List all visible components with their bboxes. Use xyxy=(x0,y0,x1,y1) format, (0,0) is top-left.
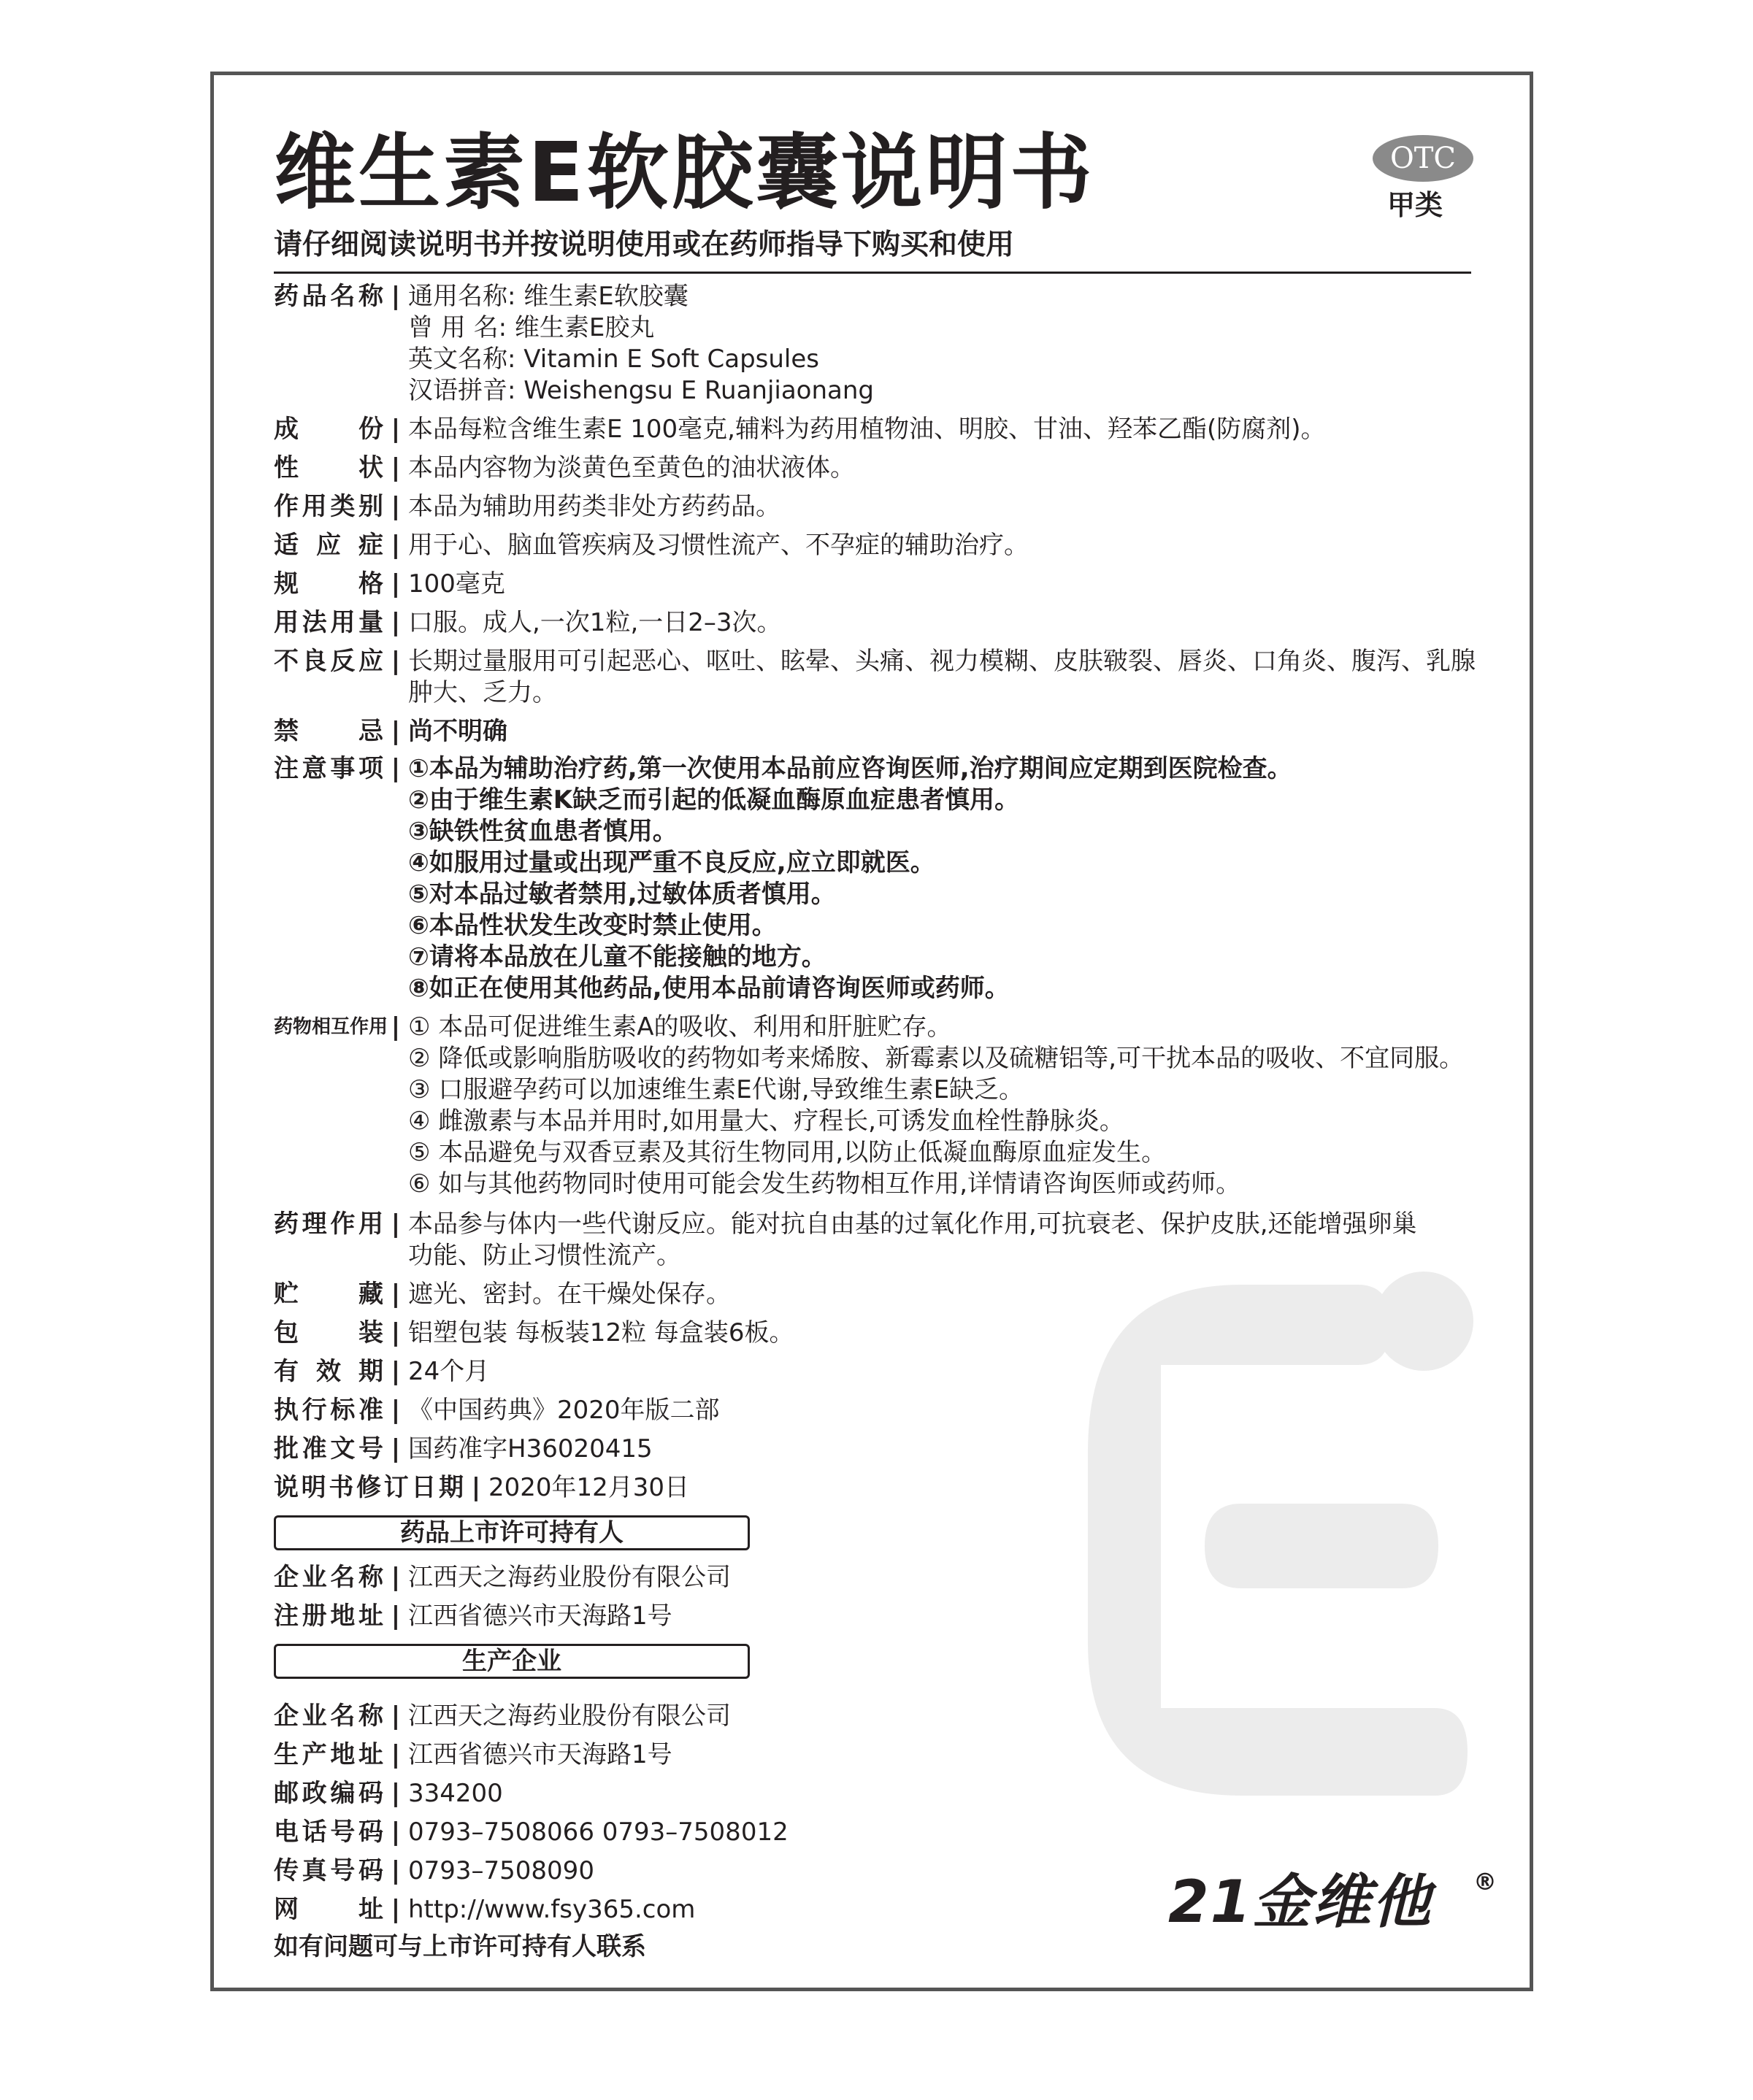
row-separator: | xyxy=(391,1280,401,1309)
row-label: 网址 xyxy=(274,1895,383,1924)
row-separator: | xyxy=(391,1779,401,1808)
row-phone xyxy=(274,1817,1508,1848)
row-separator: | xyxy=(391,1434,401,1464)
row-separator: | xyxy=(391,1895,401,1924)
interaction-item: ③ 口服避孕药可以加速维生素E代谢,导致维生素E缺乏。 xyxy=(408,1075,1024,1104)
row-value: 本品内容物为淡黄色至黄色的油状液体。 xyxy=(408,453,855,482)
row-dosage xyxy=(274,607,1508,639)
row-separator: | xyxy=(391,647,401,676)
row-separator: | xyxy=(391,1012,401,1042)
row-value: 本品参与体内一些代谢反应。能对抗自由基的过氧化作用,可抗衰老、保护皮肤,还能增强卵巢 xyxy=(408,1209,1417,1239)
row-label: 企业名称 xyxy=(274,1563,383,1592)
row-value: 江西省德兴市天海路1号 xyxy=(408,1740,672,1769)
row-value: 长期过量服用可引起恶心、呕吐、眩晕、头痛、视力模糊、皮肤皲裂、唇炎、口角炎、腹泻、乳腺 xyxy=(408,647,1476,676)
row-label: 成份 xyxy=(274,415,383,444)
row-label: 邮政编码 xyxy=(274,1779,383,1808)
row-value: 肿大、乏力。 xyxy=(408,678,557,707)
row-separator: | xyxy=(471,1473,481,1502)
row-value: 功能、防止习惯性流产。 xyxy=(408,1241,681,1270)
row-specification xyxy=(274,569,1508,600)
row-label: 包装 xyxy=(274,1318,383,1347)
row-value: 江西省德兴市天海路1号 xyxy=(408,1601,672,1631)
row-value: 江西天之海药业股份有限公司 xyxy=(408,1563,731,1592)
row-label: 注册地址 xyxy=(274,1601,383,1631)
row-revision xyxy=(274,1472,1508,1504)
row-label: 禁忌 xyxy=(274,717,383,746)
row-label: 性状 xyxy=(274,453,383,482)
row-drug-name xyxy=(274,281,1508,407)
row-value: 24个月 xyxy=(408,1357,490,1386)
row-separator: | xyxy=(391,717,401,746)
row-contraindications xyxy=(274,716,1508,747)
row-separator: | xyxy=(391,1740,401,1769)
row-holder-address xyxy=(274,1601,1508,1632)
row-label: 贮藏 xyxy=(274,1280,383,1309)
row-value: 尚不明确 xyxy=(408,717,507,746)
row-label: 生产地址 xyxy=(274,1740,383,1769)
row-separator: | xyxy=(391,1209,401,1239)
precaution-item: ⑥本品性状发生改变时禁止使用。 xyxy=(408,911,777,940)
document-title: 维生素E软胶囊说明书 xyxy=(274,126,1095,220)
row-separator: | xyxy=(391,492,401,521)
row-value: 0793–7508090 xyxy=(408,1856,594,1885)
row-separator: | xyxy=(391,1601,401,1631)
precaution-item: ③缺铁性贫血患者慎用。 xyxy=(408,817,678,846)
row-label: 有效期 xyxy=(274,1357,383,1386)
row-ingredients xyxy=(274,414,1508,445)
precaution-item: ②由于维生素K缺乏而引起的低凝血酶原血症患者慎用。 xyxy=(408,785,1020,815)
row-label: 药物相互作用 xyxy=(274,1016,388,1038)
brand-logo: 21金维他 xyxy=(1168,1868,1432,1936)
row-label: 传真号码 xyxy=(274,1856,383,1885)
row-separator: | xyxy=(391,282,401,311)
row-separator: | xyxy=(391,1318,401,1347)
row-label: 说明书修订日期 xyxy=(274,1473,464,1502)
row-label: 用法用量 xyxy=(274,608,383,637)
row-manufacturer-address xyxy=(274,1739,1508,1771)
contact-note: 如有问题可与上市许可持有人联系 xyxy=(274,1932,646,1961)
row-separator: | xyxy=(391,569,401,599)
row-validity xyxy=(274,1356,1508,1388)
interaction-item: ⑥ 如与其他药物同时使用可能会发生药物相互作用,详情请咨询医师或药师。 xyxy=(408,1169,1241,1199)
row-interactions xyxy=(274,1012,1508,1200)
instruction-body xyxy=(274,281,1508,1963)
precaution-item: ⑦请将本品放在儿童不能接触的地方。 xyxy=(408,942,826,972)
row-value: 《中国药典》2020年版二部 xyxy=(408,1396,720,1425)
interaction-item: ④ 雌激素与本品并用时,如用量大、疗程长,可诱发血栓性静脉炎。 xyxy=(408,1107,1124,1136)
otc-class-label: 甲类 xyxy=(1387,189,1443,221)
row-separator: | xyxy=(391,754,401,783)
row-manufacturer-company xyxy=(274,1701,1508,1732)
holder-section-heading: 药品上市许可持有人 xyxy=(274,1515,750,1550)
row-separator: | xyxy=(391,1856,401,1885)
row-label: 药品名称 xyxy=(274,282,383,311)
document-subtitle: 请仔细阅读说明书并按说明使用或在药师指导下购买和使用 xyxy=(274,228,1015,261)
row-separator: | xyxy=(391,1701,401,1731)
row-label: 不良反应 xyxy=(274,647,383,676)
row-standard xyxy=(274,1395,1508,1426)
header-divider xyxy=(274,272,1471,274)
row-separator: | xyxy=(391,1818,401,1847)
row-value: 汉语拼音: Weishengsu E Ruanjiaonang xyxy=(408,376,874,405)
row-value: 江西天之海药业股份有限公司 xyxy=(408,1701,731,1731)
row-value: 英文名称: Vitamin E Soft Capsules xyxy=(408,345,819,374)
row-description xyxy=(274,453,1508,484)
row-value: 曾 用 名: 维生素E胶丸 xyxy=(408,313,655,342)
row-precautions xyxy=(274,753,1508,1004)
row-value: 国药准字H36020415 xyxy=(408,1434,653,1464)
row-separator: | xyxy=(391,453,401,482)
row-value: 口服。成人,一次1粒,一日2–3次。 xyxy=(408,608,782,637)
row-label: 作用类别 xyxy=(274,492,383,521)
row-separator: | xyxy=(391,1396,401,1425)
row-value: 通用名称: 维生素E软胶囊 xyxy=(408,282,688,311)
otc-badge: OTC xyxy=(1373,135,1473,182)
precaution-item: ④如服用过量或出现严重不良反应,应立即就医。 xyxy=(408,848,935,877)
row-value: 铝塑包装 每板装12粒 每盒装6板。 xyxy=(408,1318,794,1347)
row-label: 注意事项 xyxy=(274,754,383,783)
precaution-item: ⑤对本品过敏者禁用,过敏体质者慎用。 xyxy=(408,880,836,909)
row-separator: | xyxy=(391,415,401,444)
row-label: 电话号码 xyxy=(274,1818,383,1847)
row-separator: | xyxy=(391,531,401,560)
row-indications xyxy=(274,530,1508,561)
row-label: 执行标准 xyxy=(274,1396,383,1425)
row-adverse-reactions xyxy=(274,646,1508,709)
row-label: 规格 xyxy=(274,569,383,599)
precaution-item: ⑧如正在使用其他药品,使用本品前请咨询医师或药师。 xyxy=(408,974,1010,1003)
row-label: 批准文号 xyxy=(274,1434,383,1464)
row-value: 用于心、脑血管疾病及习惯性流产、不孕症的辅助治疗。 xyxy=(408,531,1029,560)
row-value: 遮光、密封。在干燥处保存。 xyxy=(408,1280,731,1309)
row-value: 2020年12月30日 xyxy=(488,1473,690,1502)
row-value: 100毫克 xyxy=(408,569,505,599)
row-postcode xyxy=(274,1778,1508,1809)
row-packaging xyxy=(274,1318,1508,1349)
row-separator: | xyxy=(391,1357,401,1386)
registered-mark: ® xyxy=(1473,1868,1497,1896)
row-value: 0793–7508066 0793–7508012 xyxy=(408,1818,789,1847)
row-separator: | xyxy=(391,1563,401,1592)
row-value: 334200 xyxy=(408,1779,503,1808)
row-separator: | xyxy=(391,608,401,637)
interaction-item: ⑤ 本品避免与双香豆素及其衍生物同用,以防止低凝血酶原血症发生。 xyxy=(408,1138,1167,1167)
row-holder-company xyxy=(274,1562,1508,1593)
interaction-item: ② 降低或影响脂肪吸收的药物如考来烯胺、新霉素以及硫糖铝等,可干扰本品的吸收、不宜同服。 xyxy=(408,1044,1465,1073)
website-value: http://www.fsy365.com xyxy=(408,1895,696,1924)
row-approval xyxy=(274,1434,1508,1465)
row-label: 企业名称 xyxy=(274,1701,383,1731)
row-value: 本品每粒含维生素E 100毫克,辅料为药用植物油、明胶、甘油、羟苯乙酯(防腐剂)。 xyxy=(408,415,1326,444)
row-storage xyxy=(274,1279,1508,1310)
precaution-item: ①本品为辅助治疗药,第一次使用本品前应咨询医师,治疗期间应定期到医院检查。 xyxy=(408,754,1292,783)
row-value: 本品为辅助用药类非处方药药品。 xyxy=(408,492,780,521)
interaction-item: ① 本品可促进维生素A的吸收、利用和肝脏贮存。 xyxy=(408,1012,952,1042)
row-category xyxy=(274,491,1508,523)
row-label: 药理作用 xyxy=(274,1209,383,1239)
manufacturer-section-heading: 生产企业 xyxy=(274,1644,750,1679)
row-pharmacology xyxy=(274,1209,1508,1272)
row-label: 适应症 xyxy=(274,531,383,560)
